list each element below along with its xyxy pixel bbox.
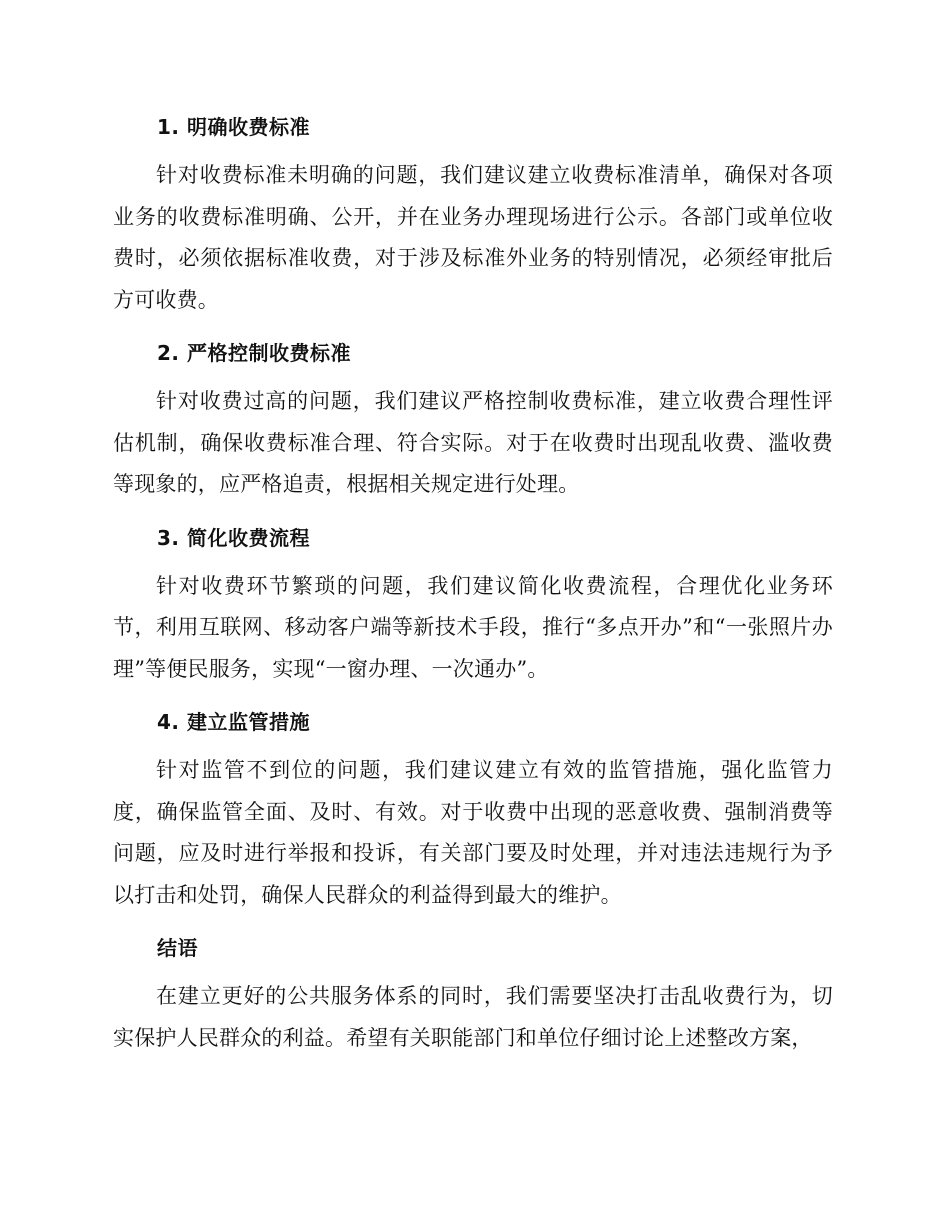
section-paragraph-3: 针对收费环节繁琐的问题，我们建议简化收费流程，合理优化业务环节，利用互联网、移动客户端等新技术手段，推行“多点开办”和“一张照片办理”等便民服务，实现“一窗办理、一次通办”。 xyxy=(113,573,833,681)
section-paragraph-2: 针对收费过高的问题，我们建议严格控制收费标准，建立收费合理性评估机制，确保收费标准合理、符合实际。对于在收费时出现乱收费、滥收费等现象的，应严格追责，根据相关规定进行处理。 xyxy=(113,389,833,496)
section-heading-3: 3. 简化收费流程 xyxy=(157,525,310,550)
section-heading-2: 2. 严格控制收费标准 xyxy=(157,341,351,365)
section-heading-1: 1. 明确收费标准 xyxy=(157,115,310,139)
section-heading-conclusion: 结语 xyxy=(157,936,198,960)
section-paragraph-conclusion: 在建立更好的公共服务体系的同时，我们需要坚决打击乱收费行为，切实保护人民群众的利益。希望有关职能部门和单位仔细讨论上述整改方案， xyxy=(113,984,833,1050)
section-paragraph-1: 针对收费标准未明确的问题，我们建议建立收费标准清单，确保对各项业务的收费标准明确、公开，并在业务办理现场进行公示。各部门或单位收费时，必须依据标准收费，对于涉及标准外业务的特别情况，必须经审批后方可收费。 xyxy=(113,163,833,312)
section-paragraph-4: 针对监管不到位的问题，我们建议建立有效的监管措施，强化监管力度，确保监管全面、及时、有效。对于收费中出现的恶意收费、强制消费等问题，应及时进行举报和投诉，有关部门要及时处理，并对违法违规行为予以打击和处罚，确保人民群众的利益得到最大的维护。 xyxy=(113,758,833,907)
document-page xyxy=(113,105,833,1069)
section-heading-4: 4. 建立监管措施 xyxy=(157,710,310,734)
